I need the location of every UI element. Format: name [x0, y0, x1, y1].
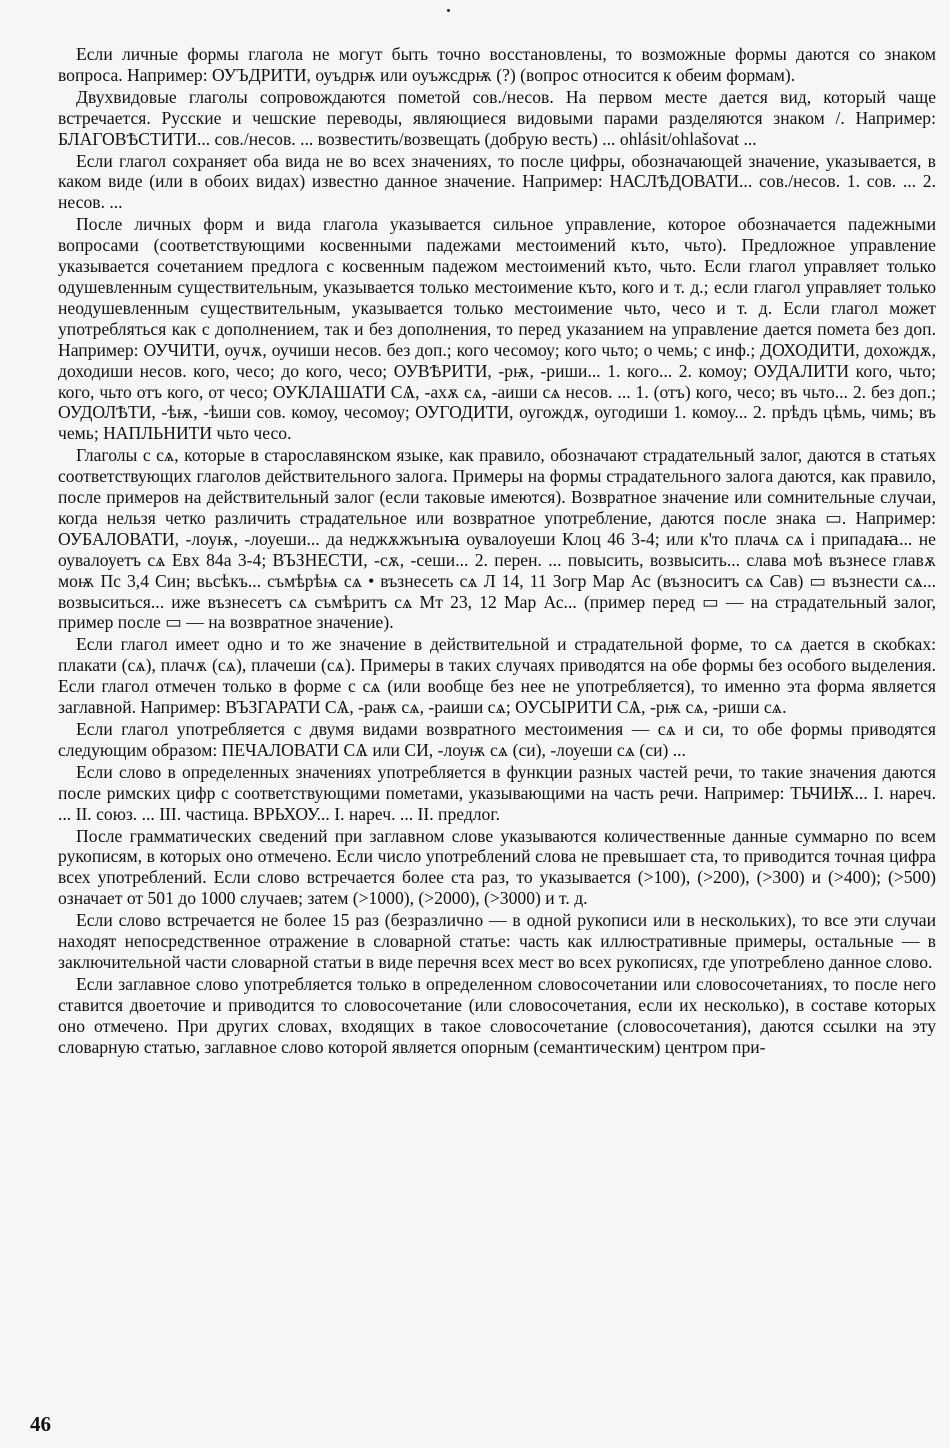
paragraph: Если слово в определенных значениях употребляется в функции разных частей речи, то такие значения даются после римских цифр с соответствующими пометами, указывающими на часть речи. Например: ТЬЧИѬ... I. нареч. ... II. союз. ... III. частица. ВРЬХОУ... I. нареч. ... II. предлог.	[58, 761, 936, 824]
paragraph: Если глагол употребляется с двумя видами возвратного местоимения — сѧ и си, то обе формы приводятся следующим образом: ПЕЧАЛОВАТИ СѦ или СИ, -лоуѭ сѧ (си), -лоуеши сѧ (си) ...	[58, 719, 936, 760]
paragraph: Если глагол имеет одно и то же значение в действительной и страдательной форме, то сѧ дается в скобках: плакати (сѧ), плачѫ (сѧ), плачеши (сѧ). Примеры в таких случаях приводятся на обе формы без особого выделения. Если глагол отмечен только в форме с сѧ (или вообще без нее не употребляется), то именно эта форма является заглавной. Например: ВЪЗГАРАТИ СѦ, -раѭ сѧ, -раиши сѧ; ОУСЫРИТИ СѦ, -рѭ сѧ, -риши сѧ.	[58, 634, 936, 718]
paragraph: После личных форм и вида глагола указывается сильное управление, которое обозначается падежными вопросами (соответствующими косвенными падежами местоимений къто, чьто). Предложное управление указывается сочетанием предлога с косвенным падежом местоимений къто, чьто. Если глагол управляет только одушевленным существительным, указывается только местоимение къто, кого и т. д.; если глагол управляет только неодушевленным существительным, указывается только местоимение чьто, чесо и т. д. Если глагол может употребляться как с дополнением, так и без дополнения, то перед указанием на управление дается помета без доп. Например: ОУЧИТИ, оучѫ, оучиши несов. без доп.; кого чесомоу; кого чьто; о чемь; с инф.; ДОХОДИТИ, дохождѫ, доходиши несов. кого, чесо; до кого, чесо; ОУВѢРИТИ, -рѭ, -риши... 1. кого... 2. комоу; ОУДАЛИТИ кого, чьто; кого, чьто отъ кого, от чесо; ОУКЛАШАТИ СѦ, -ахѫ сѧ, -аиши сѧ несов. ... 1. (отъ) кого, чесо; въ чьто... 2. без доп.; ОУДОЛѢТИ, -ѣѭ, -ѣиши сов. комоу, чесомоу; ОУГОДИТИ, оугождѫ, оугодиши 1. комоу... 2. прѣдъ цѣмь, чимь; въ чемь; НАПЛЬНИТИ чьто чесо.	[58, 214, 936, 444]
body-text	[58, 44, 936, 1059]
paragraph: Если слово встречается не более 15 раз (безразлично — в одной рукописи или в нескольких), то все эти случаи находят непосредственное отражение в словарной статье: часть как иллюстративные примеры, остальные — в заключительной части словарной статьи в виде перечня всех мест во всех рукописях, где употреблено данное слово.	[58, 910, 936, 972]
paragraph: После грамматических сведений при заглавном слове указываются количественные данные суммарно по всем рукописям, в которых оно отмечено. Если число употреблений слова не превышает ста, то приводится точная цифра всех употреблений. Если слово встречается более ста раз, то указывается (>100), (>200), (>300) и (>400); (>500) означает от 501 до 1000 случаев; затем (>1000), (>2000), (>3000) и т. д.	[58, 825, 936, 909]
paragraph: Если глагол сохраняет оба вида не во всех значениях, то после цифры, обозначающей значение, указывается, в каком виде (или в обоих видах) известно данное значение. Например: НАСЛѢДОВАТИ... сов./несов. 1. сов. ... 2. несов. ...	[58, 150, 936, 213]
scan-speck	[447, 9, 450, 12]
page-number: 46	[30, 1412, 51, 1436]
paragraph: Если личные формы глагола не могут быть точно восстановлены, то возможные формы даются со знаком вопроса. Например: ОУЪДРИТИ, оуъдрѭ или оуъжсдрѭ (?) (вопрос относится к обеим формам).	[58, 44, 936, 85]
paragraph: Двухвидовые глаголы сопровождаются пометой сов./несов. На первом месте дается вид, который чаще встречается. Русские и чешские переводы, являющиеся видовыми парами разделяются знаком /. Например: БЛАГОВѢСТИТИ... сов./несов. ... возвестить/возвещать (добрую весть) ... ohlásit/ohlašovat ...	[58, 86, 936, 149]
paragraph: Глаголы с сѧ, которые в старославянском языке, как правило, обозначают страдательный залог, даются в статьях соответствующих глаголов действительного залога. Примеры на формы страдательного залога даются, как правило, после примеров на действительный залог (если таковые имеются). Возвратное значение или сомнительные случаи, когда нельзя четко различить страдательное или возвратное употребление, даются после знака ▭. Например: ОУБАЛОВАТИ, -лоуѭ, -лоуеши... да неджѫжънъıꙗ оувалоуеши Клоц 46 3-4; или к'то плачѧ сѧ і припадаꙗ... не оувалоуетъ сѧ Евх 84а 3-4; ВЪЗНЕСТИ, -сѫ, -сеши... 2. перен. ... повысить, возвысить... слава моѣ възнесе главѫ моѭ Пс 3,4 Син; вьсѣкъ... съмѣрѣѩ сѧ • възнесеть сѧ Л 14, 11 Зогр Мар Ас (възноситъ сѧ Сав) ▭ възнести сѧ... возвыситься... иже възнесетъ сѧ съмѣритъ сѧ Мт 23, 12 Мар Ас... (пример перед ▭ — на страдательный залог, пример после ▭ — на возвратное значение).	[58, 445, 936, 633]
paragraph: Если заглавное слово употребляется только в определенном словосочетании или словосочетаниях, то после него ставится двоеточие и приводится то словосочетание (или словосочетания, если их несколько), в составе которых оно отмечено. При других словах, входящих в такое словосочетание (словосочетания), даются ссылки на эту словарную статью, заглавное слово которой является опорным (семантическим) центром при-	[58, 973, 936, 1057]
